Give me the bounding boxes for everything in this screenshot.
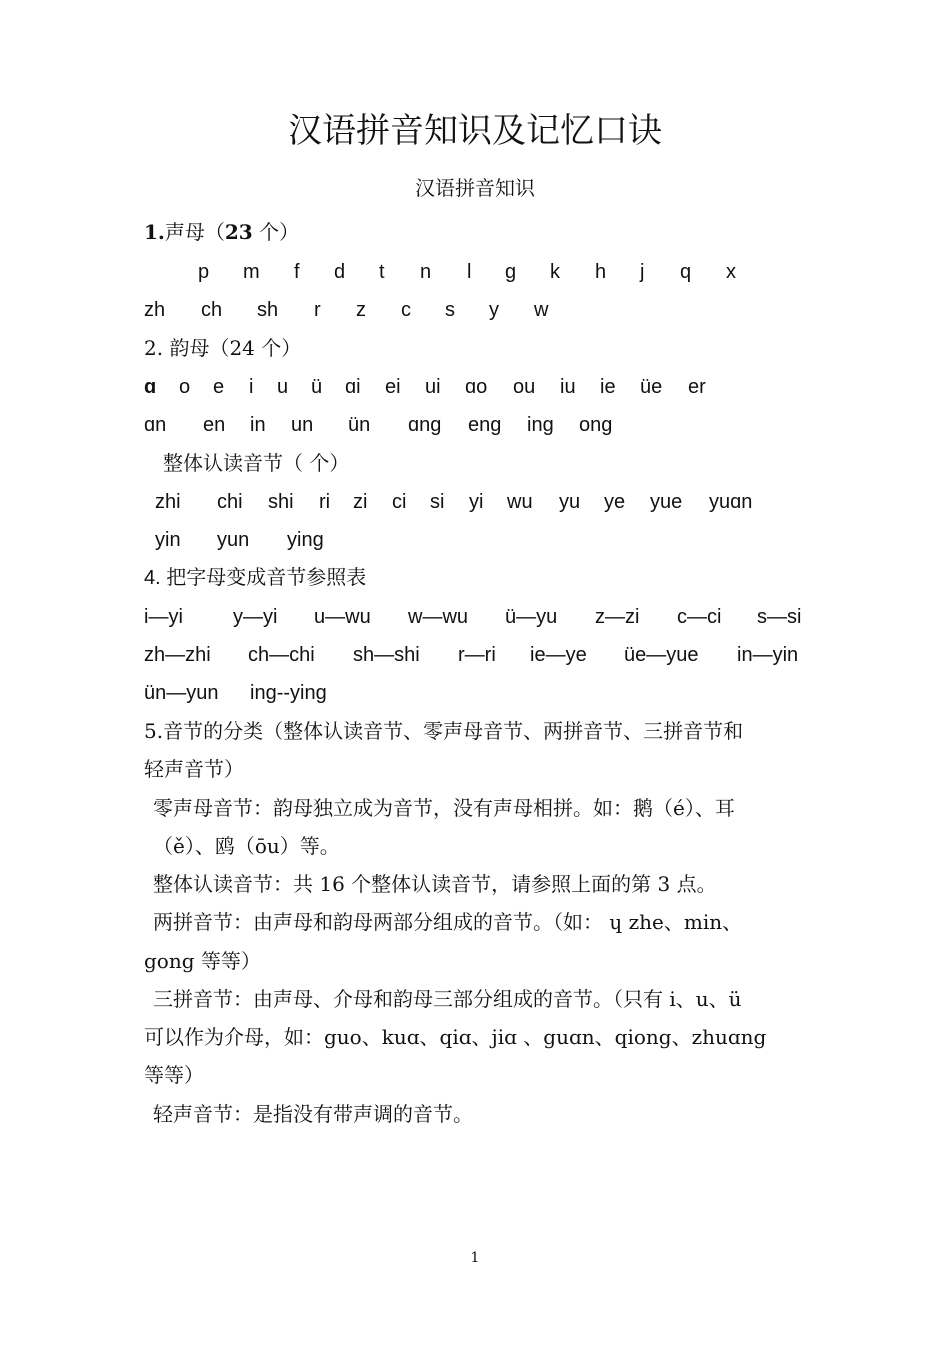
section2-heading: 2. 韵母（24 个） xyxy=(144,336,302,360)
syllable: wu xyxy=(507,491,533,513)
conversion: c—ci xyxy=(677,606,722,628)
zero-initial-line-1: 零声母音节：韵母独立成为音节，没有声母相拼。如：鹅（é）、耳 xyxy=(153,796,735,820)
conversion: ch—chi xyxy=(248,644,315,666)
section1-count: 23 xyxy=(224,220,253,244)
page-number: 1 xyxy=(470,1250,480,1266)
document-title: 汉语拼音知识及记忆口诀 xyxy=(288,111,662,151)
final: i xyxy=(249,376,254,398)
final: ɑng xyxy=(408,414,442,436)
final: ɑn xyxy=(144,414,167,436)
section5-heading-line-1: 5.音节的分类（整体认读音节、零声母音节、两拼音节、三拼音节和 xyxy=(144,719,744,743)
section3-heading: 整体认读音节（ 个） xyxy=(163,451,350,475)
initial: zh xyxy=(144,299,166,321)
conversion: üe—yue xyxy=(624,644,699,666)
two-part-line-2: gong 等等） xyxy=(144,949,261,973)
final: ün xyxy=(348,414,371,436)
syllable: yue xyxy=(650,491,683,513)
whole-syllable-note: 整体认读音节：共 16 个整体认读音节，请参照上面的第 3 点。 xyxy=(153,872,717,896)
conversion: s—si xyxy=(757,606,802,628)
final: ɑo xyxy=(465,376,488,398)
final: u xyxy=(277,376,289,398)
syllable: si xyxy=(430,491,445,513)
final: o xyxy=(179,376,191,398)
syllable: ying xyxy=(287,529,324,551)
syllable: yu xyxy=(559,491,581,513)
two-part-line-1: 两拼音节：由声母和韵母两部分组成的音节。（如： ɥ zhe、min、 xyxy=(153,910,743,934)
final: in xyxy=(250,414,266,436)
final: ing xyxy=(527,414,554,436)
initial: j xyxy=(640,261,645,283)
conversion: y—yi xyxy=(233,606,278,628)
zero-initial-line-2: （ě）、鸥（ōu）等。 xyxy=(153,834,340,858)
initial: d xyxy=(334,261,346,283)
final: en xyxy=(203,414,226,436)
final: üe xyxy=(640,376,663,398)
syllable: zi xyxy=(353,491,368,513)
final: er xyxy=(688,376,706,398)
final: ui xyxy=(425,376,441,398)
three-part-line-3: 等等） xyxy=(144,1063,204,1087)
initial: h xyxy=(595,261,607,283)
syllable: zhi xyxy=(155,491,181,513)
conversion: zh—zhi xyxy=(144,644,211,666)
initial: c xyxy=(401,299,411,321)
section4-heading: 4. 把字母变成音节参照表 xyxy=(144,567,367,589)
initial: sh xyxy=(257,299,279,321)
conversion: in—yin xyxy=(737,644,799,666)
syllable: shi xyxy=(268,491,294,513)
final: ɑ xyxy=(144,376,157,398)
initial: z xyxy=(356,299,366,321)
initial: k xyxy=(550,261,560,283)
final: ong xyxy=(579,414,613,436)
syllable: ye xyxy=(604,491,626,513)
initial: p xyxy=(198,261,210,283)
conversion: r—ri xyxy=(458,644,496,666)
syllable: yun xyxy=(217,529,250,551)
initial: l xyxy=(467,261,472,283)
three-part-line-2: 可以作为介母，如：guo、kuɑ、qiɑ、jiɑ 、guɑn、qiong、zhuɑng xyxy=(144,1025,767,1049)
syllable: yin xyxy=(155,529,181,551)
initial: r xyxy=(314,299,321,321)
document-subtitle: 汉语拼音知识 xyxy=(415,176,535,200)
conversion: z—zi xyxy=(595,606,640,628)
initial: m xyxy=(243,261,260,283)
initial: x xyxy=(726,261,736,283)
final: ɑi xyxy=(345,376,361,398)
final: ie xyxy=(600,376,616,398)
syllable: yi xyxy=(469,491,484,513)
final: un xyxy=(291,414,314,436)
three-part-line-1: 三拼音节：由声母、介母和韵母三部分组成的音节。（只有 i、u、ü xyxy=(153,987,742,1011)
conversion: w—wu xyxy=(408,606,469,628)
section1-number: 1. xyxy=(144,220,165,244)
conversion: ing--ying xyxy=(250,682,327,704)
final: ü xyxy=(311,376,323,398)
conversion: ü—yu xyxy=(505,606,558,628)
neutral-tone-note: 轻声音节：是指没有带声调的音节。 xyxy=(153,1102,473,1126)
initial: s xyxy=(445,299,455,321)
final: e xyxy=(213,376,225,398)
syllable: yuɑn xyxy=(709,491,753,513)
final: iu xyxy=(560,376,576,398)
conversion: ie—ye xyxy=(530,644,587,666)
initial: ch xyxy=(201,299,223,321)
section1-heading xyxy=(144,218,299,246)
syllable: ci xyxy=(392,491,407,513)
conversion: u—wu xyxy=(314,606,371,628)
section5-heading-line-2: 轻声音节） xyxy=(144,757,244,781)
initial: q xyxy=(680,261,692,283)
initial: y xyxy=(489,299,499,321)
initial: w xyxy=(534,299,549,321)
syllable: chi xyxy=(217,491,243,513)
conversion: ün—yun xyxy=(144,682,219,704)
initial: n xyxy=(420,261,432,283)
initial: f xyxy=(294,261,300,283)
final: ei xyxy=(385,376,401,398)
syllable: ri xyxy=(319,491,331,513)
conversion: sh—shi xyxy=(353,644,420,666)
final: ou xyxy=(513,376,536,398)
initial: t xyxy=(379,261,385,283)
section1-label: 声母（ xyxy=(164,220,225,244)
initial: g xyxy=(505,261,517,283)
final: eng xyxy=(468,414,502,436)
conversion: i—yi xyxy=(144,606,183,628)
section1-tail: 个） xyxy=(252,220,300,244)
